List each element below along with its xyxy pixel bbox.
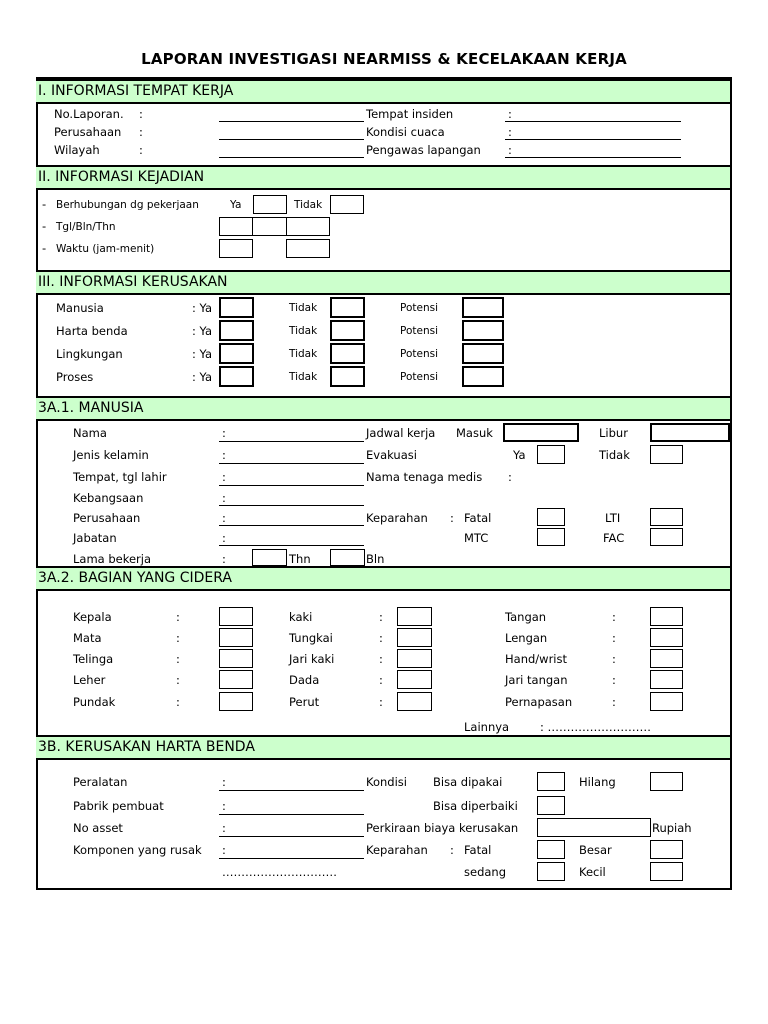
field-jenis-kelamin[interactable] (219, 463, 364, 464)
label-perut: Perut (289, 695, 320, 709)
label-kecil: Kecil (579, 865, 606, 879)
colon: : (450, 843, 454, 857)
checkbox-tungkai[interactable] (397, 628, 432, 647)
checkbox-harta-tidak[interactable] (330, 320, 365, 341)
bullet: - (42, 219, 47, 233)
checkbox-manusia-tidak[interactable] (330, 297, 365, 318)
field-lama-bln[interactable] (330, 549, 365, 566)
label-lainnya: Lainnya (464, 720, 510, 734)
label-mata: Mata (73, 631, 102, 645)
checkbox-lingkungan-ya[interactable] (219, 343, 254, 364)
label-perusahaan: Perusahaan (54, 125, 122, 139)
label-jabatan: Jabatan (73, 531, 117, 545)
label-tidak: Tidak (294, 199, 323, 211)
colon: : (508, 107, 512, 121)
label-bisa-diperbaiki: Bisa diperbaiki (433, 799, 518, 813)
label-hand-wrist: Hand/wrist (505, 652, 567, 666)
label-keparahan: Keparahan (366, 511, 428, 525)
label-peralatan: Peralatan (73, 775, 128, 789)
field-lama-thn[interactable] (252, 549, 287, 566)
label-ya: Ya (513, 448, 526, 462)
label-mtc: MTC (464, 531, 489, 545)
colon: : (612, 631, 616, 645)
colon: : (612, 610, 616, 624)
label-tidak: Tidak (599, 448, 630, 462)
label-masuk: Masuk (456, 426, 493, 440)
section-header-workplace: I. INFORMASI TEMPAT KERJA (36, 79, 730, 104)
colon: : (379, 652, 383, 666)
label-potensi: Potensi (400, 302, 439, 314)
label-ya: Ya (230, 199, 242, 211)
checkbox-tangan[interactable] (650, 607, 683, 626)
colon: : (222, 426, 226, 440)
colon: : (450, 511, 454, 525)
colon: : (222, 799, 226, 813)
colon: : (222, 491, 226, 505)
checkbox-lingkungan-tidak[interactable] (330, 343, 365, 364)
field-komponen-extra[interactable]: ………………………… (222, 865, 337, 879)
colon: : (222, 775, 226, 789)
label-manusia: Manusia (56, 301, 104, 315)
checkbox-bisa-diperbaiki[interactable] (537, 796, 565, 815)
label-tidak: Tidak (289, 325, 318, 337)
label-lingkungan: Lingkungan (56, 347, 123, 361)
checkbox-kaki[interactable] (397, 607, 432, 626)
checkbox-lti[interactable] (650, 508, 683, 526)
section-header-incident: II. INFORMASI KEJADIAN (36, 165, 730, 190)
label-perkiraan-biaya: Perkiraan biaya kerusakan (366, 821, 519, 835)
checkbox-leher[interactable] (219, 670, 253, 689)
label-telinga: Telinga (73, 652, 114, 666)
label-jari-kaki: Jari kaki (289, 652, 335, 666)
checkbox-jari-tangan[interactable] (650, 670, 683, 689)
field-perkiraan-biaya[interactable] (537, 818, 651, 837)
checkbox-evakuasi-ya[interactable] (537, 445, 565, 464)
checkbox-fatal[interactable] (537, 840, 565, 859)
colon: : (176, 695, 180, 709)
field-jabatan[interactable] (219, 545, 364, 546)
checkbox-bisa-dipakai[interactable] (537, 772, 565, 791)
field-pabrik-pembuat[interactable] (219, 814, 364, 815)
field-jam[interactable] (219, 239, 253, 258)
colon: : (222, 470, 226, 484)
label-rupiah: Rupiah (652, 821, 692, 835)
label-keparahan: Keparahan (366, 843, 428, 857)
field-perusahaan[interactable] (219, 525, 364, 526)
label-bisa-dipakai: Bisa dipakai (433, 775, 503, 789)
label-tidak: Tidak (289, 302, 318, 314)
checkbox-dada[interactable] (397, 670, 432, 689)
colon: : (139, 125, 143, 139)
colon: : (612, 652, 616, 666)
label-pundak: Pundak (73, 695, 116, 709)
colon: : (139, 143, 143, 157)
label-ya: : Ya (192, 347, 213, 361)
label-kondisi-cuaca: Kondisi cuaca (366, 125, 445, 139)
label-tempat-insiden: Tempat insiden (366, 107, 454, 121)
label-sedang: sedang (464, 865, 507, 879)
label-kebangsaan: Kebangsaan (73, 491, 144, 505)
checkbox-lingkungan-potensi[interactable] (462, 343, 504, 364)
section-header-property: 3B. KERUSAKAN HARTA BENDA (36, 735, 730, 760)
colon: : (176, 631, 180, 645)
label-dada: Dada (289, 673, 320, 687)
colon: : (379, 673, 383, 687)
field-menit[interactable] (286, 239, 330, 258)
colon: : (176, 652, 180, 666)
label-waktu: Waktu (jam-menit) (56, 243, 155, 255)
checkbox-lengan[interactable] (650, 628, 683, 647)
label-lengan: Lengan (505, 631, 548, 645)
label-fatal: Fatal (464, 843, 492, 857)
label-wilayah: Wilayah (54, 143, 100, 157)
colon: : (222, 531, 226, 545)
colon: : (222, 448, 226, 462)
colon: : (222, 821, 226, 835)
label-potensi: Potensi (400, 348, 439, 360)
colon: : (176, 610, 180, 624)
label-bln: Bln (366, 552, 385, 566)
field-tanggal[interactable] (219, 217, 253, 236)
checkbox-harta-potensi[interactable] (462, 320, 504, 341)
checkbox-telinga[interactable] (219, 649, 253, 668)
label-nama-tenaga-medis: Nama tenaga medis (366, 470, 483, 484)
label-tempat-tgl-lahir: Tempat, tgl lahir (73, 470, 167, 484)
colon: : (379, 695, 383, 709)
label-kepala: Kepala (73, 610, 112, 624)
label-tungkai: Tungkai (289, 631, 333, 645)
field-nama[interactable] (219, 441, 364, 442)
label-libur: Libur (599, 426, 628, 440)
field-kondisi-cuaca[interactable] (505, 139, 681, 140)
label-perusahaan: Perusahaan (73, 511, 141, 525)
label-potensi: Potensi (400, 371, 439, 383)
label-potensi: Potensi (400, 325, 439, 337)
field-lainnya[interactable]: : ……………………… (540, 720, 652, 734)
checkbox-perut[interactable] (397, 692, 432, 711)
field-tahun[interactable] (286, 217, 330, 236)
label-ya: : Ya (192, 324, 213, 338)
section-header-injured-parts: 3A.2. BAGIAN YANG CIDERA (36, 566, 730, 591)
field-no-laporan[interactable] (219, 121, 364, 122)
field-bulan[interactable] (252, 217, 287, 236)
colon: : (139, 107, 143, 121)
checkbox-fatal[interactable] (537, 508, 565, 526)
field-tempat-tgl-lahir[interactable] (219, 485, 364, 486)
colon: : (612, 673, 616, 687)
label-lama-bekerja: Lama bekerja (73, 552, 152, 566)
label-hilang: Hilang (579, 775, 616, 789)
checkbox-manusia-potensi[interactable] (462, 297, 504, 318)
field-no-asset[interactable] (219, 836, 364, 837)
label-pernapasan: Pernapasan (505, 695, 573, 709)
label-besar: Besar (579, 843, 612, 857)
label-berhubungan: Berhubungan dg pekerjaan (56, 199, 199, 211)
checkbox-berhubungan-ya[interactable] (253, 195, 287, 214)
colon: : (222, 511, 226, 525)
label-fatal: Fatal (464, 511, 492, 525)
checkbox-hand-wrist[interactable] (650, 649, 683, 668)
checkbox-pundak[interactable] (219, 692, 253, 711)
checkbox-proses-ya[interactable] (219, 366, 254, 387)
field-komponen-rusak[interactable] (219, 858, 364, 859)
label-nama: Nama (73, 426, 107, 440)
label-pengawas-lapangan: Pengawas lapangan (366, 143, 481, 157)
label-ya: : Ya (192, 370, 213, 384)
label-tangan: Tangan (505, 610, 547, 624)
label-thn: Thn (289, 552, 311, 566)
label-no-laporan: No.Laporan. (54, 107, 124, 121)
checkbox-sedang[interactable] (537, 862, 565, 881)
checkbox-proses-potensi[interactable] (462, 366, 504, 387)
label-komponen-rusak: Komponen yang rusak (73, 843, 202, 857)
label-ya: : Ya (192, 301, 213, 315)
bullet: - (42, 197, 47, 211)
checkbox-evakuasi-tidak[interactable] (650, 445, 683, 464)
label-lti: LTI (605, 511, 621, 525)
checkbox-harta-ya[interactable] (219, 320, 254, 341)
colon: : (612, 695, 616, 709)
field-tempat-insiden[interactable] (505, 121, 681, 122)
field-libur[interactable] (650, 423, 730, 442)
section-header-manusia: 3A.1. MANUSIA (36, 396, 730, 421)
field-wilayah[interactable] (219, 157, 364, 158)
field-peralatan[interactable] (219, 790, 364, 791)
checkbox-hilang[interactable] (650, 772, 683, 791)
label-kaki: kaki (289, 610, 313, 624)
label-leher: Leher (73, 673, 106, 687)
label-pabrik-pembuat: Pabrik pembuat (73, 799, 164, 813)
form-title: LAPORAN INVESTIGASI NEARMISS & KECELAKAAN KERJA (141, 50, 627, 68)
bullet: - (42, 241, 47, 255)
checkbox-kepala[interactable] (219, 607, 253, 626)
label-jenis-kelamin: Jenis kelamin (73, 448, 149, 462)
field-kebangsaan[interactable] (219, 505, 364, 506)
checkbox-pernapasan[interactable] (650, 692, 683, 711)
colon: : (222, 843, 226, 857)
colon: : (379, 610, 383, 624)
colon: : (176, 673, 180, 687)
checkbox-berhubungan-tidak[interactable] (330, 195, 364, 214)
checkbox-mata[interactable] (219, 628, 253, 647)
field-perusahaan[interactable] (219, 139, 364, 140)
colon: : (379, 631, 383, 645)
label-tidak: Tidak (289, 371, 318, 383)
label-kondisi: Kondisi (366, 775, 407, 789)
label-fac: FAC (603, 531, 625, 545)
checkbox-fac[interactable] (650, 528, 683, 546)
label-evakuasi: Evakuasi (366, 448, 417, 462)
field-masuk[interactable] (503, 423, 579, 442)
label-proses: Proses (56, 370, 94, 384)
label-harta-benda: Harta benda (56, 324, 128, 338)
colon: : (222, 552, 226, 566)
colon: : (508, 470, 512, 484)
checkbox-kecil[interactable] (650, 862, 683, 881)
checkbox-proses-tidak[interactable] (330, 366, 365, 387)
checkbox-manusia-ya[interactable] (219, 297, 254, 318)
label-tgl-bln-thn: Tgl/Bln/Thn (56, 221, 116, 233)
checkbox-besar[interactable] (650, 840, 683, 859)
colon: : (508, 143, 512, 157)
checkbox-jari-kaki[interactable] (397, 649, 432, 668)
section-header-damage: III. INFORMASI KERUSAKAN (36, 270, 730, 295)
label-jadwal-kerja: Jadwal kerja (366, 426, 436, 440)
checkbox-mtc[interactable] (537, 528, 565, 546)
label-jari-tangan: Jari tangan (505, 673, 568, 687)
label-no-asset: No asset (73, 821, 123, 835)
label-tidak: Tidak (289, 348, 318, 360)
colon: : (508, 125, 512, 139)
field-pengawas-lapangan[interactable] (505, 157, 681, 158)
